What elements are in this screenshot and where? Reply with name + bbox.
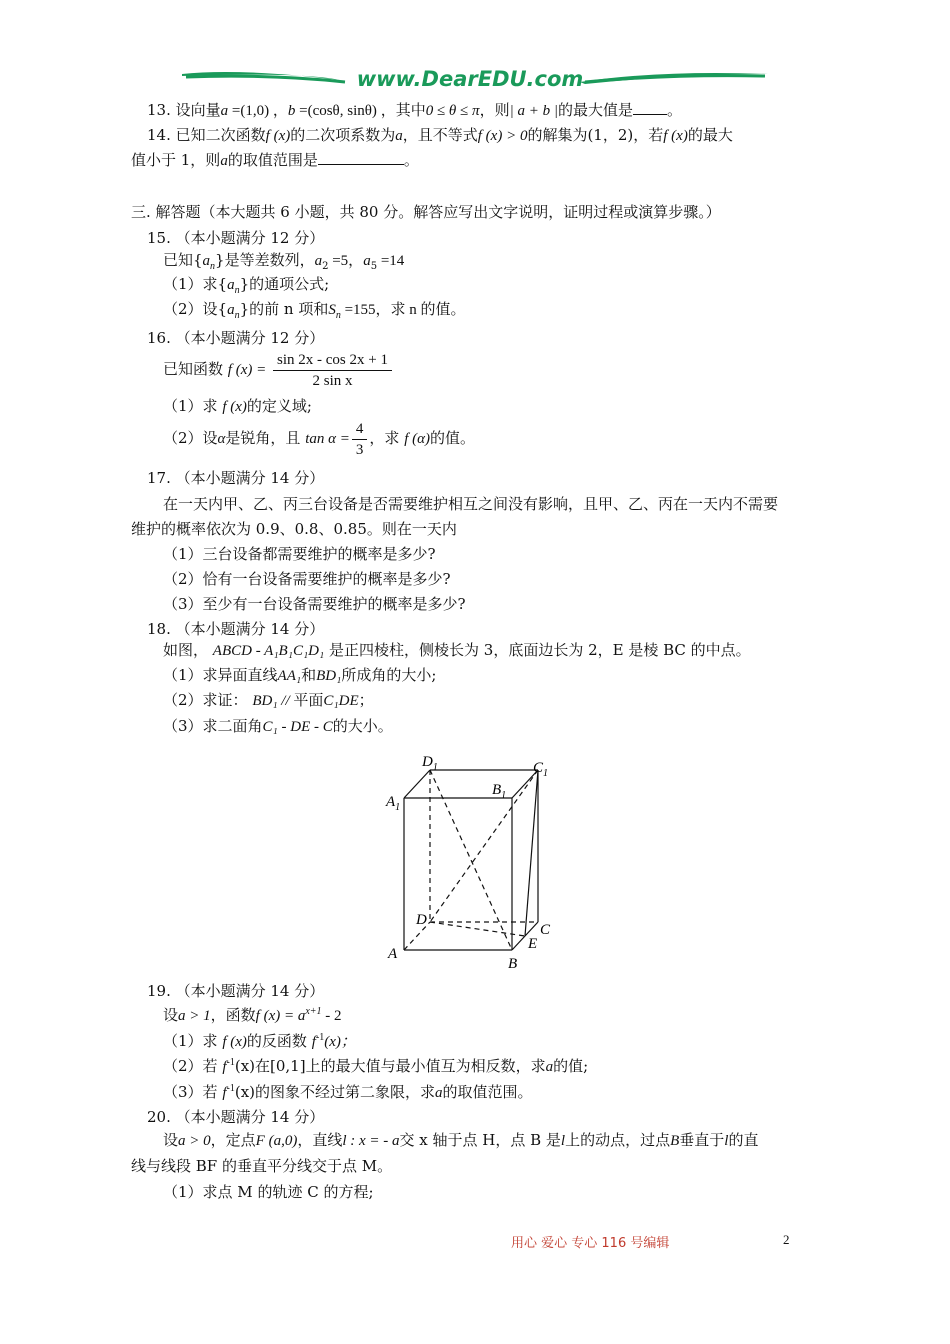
q17-part-1: （1）三台设备都需要维护的概率是多少? <box>163 545 436 563</box>
q20-part-1: （1）求点 M 的轨迹 C 的方程; <box>163 1183 374 1201</box>
label-a: A <box>388 946 398 962</box>
q16-part-2: （2）设α是锐角，且 tan α = $\frac{4}{3}$ ，求 f (α)的值。 <box>163 420 475 458</box>
q18-line-1: 如图， ABCD - A₁B₁C₁D₁ 是正四棱柱，侧棱长为 3，底面边长为 2，E 是棱 BC 的中点。 <box>163 641 751 659</box>
q18-part-2: （2）求证： BD₁ // 平面C₁DE； <box>163 691 374 709</box>
q17-head: 17. （本小题满分 14 分） <box>147 469 325 487</box>
header-site-text: www.DearEDU.com <box>356 67 584 91</box>
q15-part-2: （2）设$\{a_n\}$的前 n 项和$S_n =155$，求 n 的值。 <box>163 300 466 321</box>
q20-line-2: 线与线段 BF 的垂直平分线交于点 M。 <box>131 1157 393 1175</box>
question-14-line-1: 14. 已知二次函数f (x)的二次项系数为a，且不等式f (x) > 0的解集为(1，2)，若f (x)的最大 <box>147 126 733 144</box>
q16-given: 已知函数 f (x) = $\frac{\sin 2x - \cos 2x + 1}{\text{2 sin x}}$ <box>163 349 394 391</box>
q18-part-3: （3）求二面角C₁ - DE - C的大小。 <box>163 717 393 735</box>
q19-given: 设a > 1，函数f $(x) = a^{x+1} - 2$ <box>163 1006 342 1024</box>
label-a1: $A_1$ <box>386 794 401 813</box>
q18-part-1: （1）求异面直线AA₁和BD₁所成角的大小; <box>163 666 437 684</box>
label-c1: $C_1$ <box>533 760 549 779</box>
header-logo <box>180 62 770 96</box>
page-number: 2 <box>783 1232 790 1247</box>
q20-line-1: 设a > 0，定点F (a,0)，直线l : x = - a交 x 轴于点 H，点 B 是l上的动点，过点B垂直于l的直 <box>163 1131 759 1149</box>
q15-given: 已知$\{a_n\}$是等差数列，$a_2 =5$，$a_5 =14$ <box>163 251 405 272</box>
label-e: E <box>528 936 538 952</box>
label-c: C <box>540 922 551 938</box>
q15-head: 15. （本小题满分 12 分） <box>147 229 325 247</box>
prism-figure <box>380 752 570 974</box>
q19-part-3: （3）若 $f^{-1}(x)$的图象不经过第二象限，求a的取值范围。 <box>163 1083 533 1101</box>
label-d1: $D_1$ <box>422 754 438 773</box>
q20-head: 20. （本小题满分 14 分） <box>147 1108 325 1126</box>
q17-line-1: 在一天内甲、乙、丙三台设备是否需要维护相互之间没有影响，且甲、乙、丙在一天内不需要 <box>163 495 779 513</box>
answer-blank-13 <box>633 100 667 115</box>
question-14-line-2: 值小于 1，则a的取值范围是 。 <box>131 151 419 169</box>
q16-head: 16. （本小题满分 12 分） <box>147 329 325 347</box>
footer-text: 用心 爱心 专心 116 号编辑 <box>511 1236 670 1251</box>
q18-head: 18. （本小题满分 14 分） <box>147 620 325 638</box>
q17-line-2: 维护的概率依次为 0.9、0.8、0.85。则在一天内 <box>131 520 457 538</box>
question-13: 13. 设向量a =(1,0) ，b =(cosθ, sinθ) ，其中0 ≤ θ ≤ π，则| a + b |的最大值是 。 <box>147 101 682 119</box>
q15-part-1: （1）求$\{a_n\}$的通项公式; <box>163 275 330 296</box>
q17-part-3: （3）至少有一台设备需要维护的概率是多少? <box>163 595 466 613</box>
q17-part-2: （2）恰有一台设备需要维护的概率是多少? <box>163 570 451 588</box>
label-b1: $B_1$ <box>492 782 507 801</box>
label-d: D <box>416 912 427 928</box>
q19-part-1: （1）求 f (x)的反函数 $f^{-1}(x)$； <box>163 1032 356 1050</box>
answer-blank-14 <box>318 150 404 165</box>
q19-part-2: （2）若 $f^{-1}(x)$在[0,1]上的最大值与最小值互为相反数，求a的值; <box>163 1057 589 1075</box>
q19-head: 19. （本小题满分 14 分） <box>147 982 325 1000</box>
label-b: B <box>508 956 518 972</box>
q16-part-1: （1）求 f (x)的定义域; <box>163 397 312 415</box>
section-3-title: 三. 解答题（本大题共 6 小题，共 80 分。解答应写出文字说明，证明过程或演算步骤。） <box>131 203 721 221</box>
q16-fraction: $\frac{\sin 2x - \cos 2x + 1}{\text{2 sin x}}$ <box>273 350 392 391</box>
